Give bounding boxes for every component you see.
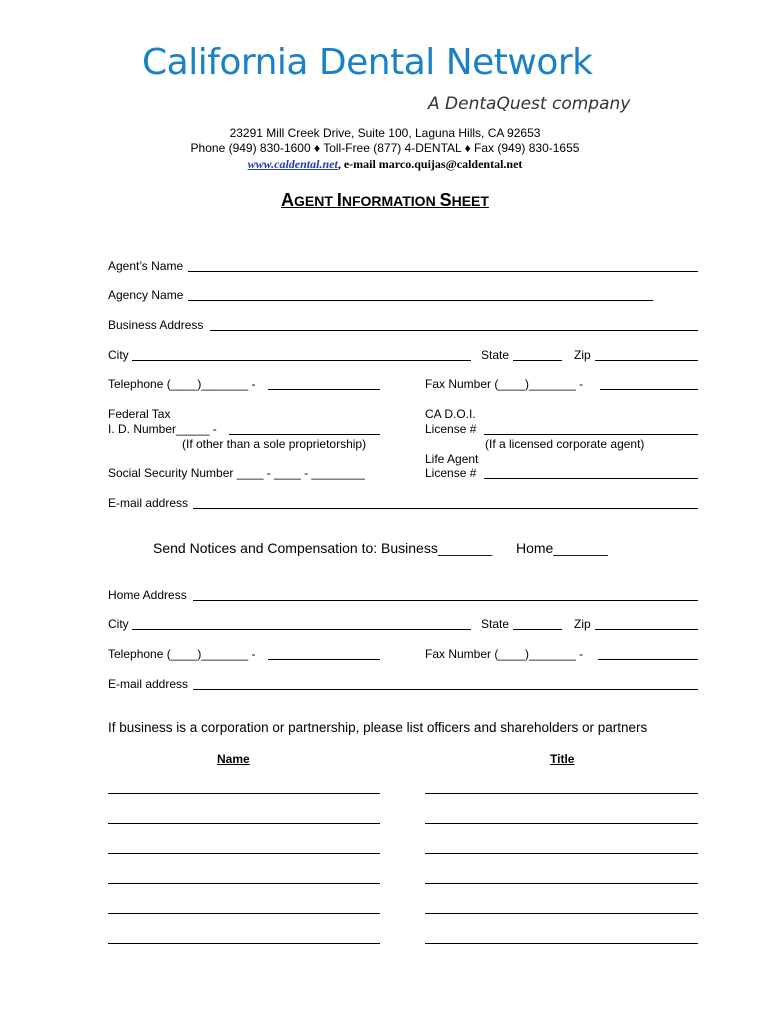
- officers-name-header: Name: [217, 752, 250, 766]
- home-email-label: E-mail address: [108, 677, 189, 691]
- home-telephone-field[interactable]: [268, 659, 380, 660]
- home-zip-label: Zip: [574, 617, 591, 631]
- federal-tax-label: Federal Tax: [108, 407, 171, 421]
- officer-name-line[interactable]: [108, 943, 380, 944]
- fax-field[interactable]: [600, 389, 698, 390]
- home-state-field[interactable]: [513, 629, 562, 630]
- id-note: (If other than a sole proprietorship): [182, 437, 367, 451]
- company-web-email: [0, 157, 770, 172]
- officer-title-line[interactable]: [425, 883, 698, 884]
- id-number-label: I. D. Number_____ -: [108, 422, 217, 436]
- business-address-field[interactable]: [210, 330, 698, 331]
- officer-title-line[interactable]: [425, 943, 698, 944]
- officer-name-line[interactable]: [108, 853, 380, 854]
- state-field[interactable]: [513, 360, 562, 361]
- home-email-field[interactable]: [193, 689, 698, 690]
- life-license-label: License #: [425, 466, 477, 480]
- officers-instruction: If business is a corporation or partnership, please list officers and shareholders or partners: [108, 720, 648, 735]
- city-field[interactable]: [132, 360, 471, 361]
- home-telephone-label: Telephone (____)_______ -: [108, 647, 256, 661]
- agent-name-label: Agent’s Name: [108, 259, 184, 273]
- cadoi-label: CA D.O.I.: [425, 407, 476, 421]
- notices-home: Home_______: [516, 540, 608, 556]
- fax-label: Fax Number (____)_______ -: [425, 377, 584, 391]
- officer-title-line[interactable]: [425, 913, 698, 914]
- officer-name-line[interactable]: [108, 883, 380, 884]
- company-phones: Phone (949) 830-1600 ♦ Toll-Free (877) 4-DENTAL ♦ Fax (949) 830-1655: [190, 141, 580, 155]
- life-agent-label: Life Agent: [425, 452, 479, 466]
- license-note: (If a licensed corporate agent): [485, 437, 645, 451]
- telephone-label: Telephone (____)_______ -: [108, 377, 256, 391]
- company-tagline: A DentaQuest company: [428, 94, 631, 114]
- company-logo: California Dental Network: [142, 42, 593, 83]
- officer-title-line[interactable]: [425, 853, 698, 854]
- home-address-field[interactable]: [193, 600, 698, 601]
- home-zip-field[interactable]: [595, 629, 698, 630]
- license-label: License #: [425, 422, 477, 436]
- agent-email-label: E-mail address: [108, 496, 189, 510]
- city-label: City: [108, 348, 129, 362]
- business-address-label: Business Address: [108, 318, 204, 332]
- email-text: , e-mail marco.quijas@caldental.net: [337, 157, 523, 171]
- license-field[interactable]: [484, 434, 698, 435]
- telephone-field[interactable]: [268, 389, 380, 390]
- zip-label: Zip: [574, 348, 591, 362]
- life-license-field[interactable]: [484, 478, 698, 479]
- company-address: 23291 Mill Creek Drive, Suite 100, Laguna Hills, CA 92653: [229, 126, 541, 140]
- agent-name-field[interactable]: [188, 271, 698, 272]
- zip-field[interactable]: [595, 360, 698, 361]
- officers-title-header: Title: [550, 752, 575, 766]
- ssn-label: Social Security Number ____ - ____ - ________: [108, 466, 365, 480]
- home-fax-label: Fax Number (____)_______ -: [425, 647, 584, 661]
- home-fax-field[interactable]: [598, 659, 698, 660]
- officer-title-line[interactable]: [425, 823, 698, 824]
- home-state-label: State: [481, 617, 510, 631]
- officer-name-line[interactable]: [108, 793, 380, 794]
- home-city-label: City: [108, 617, 129, 631]
- agency-name-field[interactable]: [188, 300, 653, 301]
- page-title: AGENT INFORMATION SHEET: [281, 190, 489, 210]
- id-number-field[interactable]: [229, 434, 380, 435]
- home-city-field[interactable]: [132, 629, 471, 630]
- officer-title-line[interactable]: [425, 793, 698, 794]
- agent-email-field[interactable]: [193, 508, 698, 509]
- website-link[interactable]: www.caldental.net: [247, 157, 338, 171]
- home-address-label: Home Address: [108, 588, 187, 602]
- officer-name-line[interactable]: [108, 823, 380, 824]
- officer-name-line[interactable]: [108, 913, 380, 914]
- state-label: State: [481, 348, 510, 362]
- agency-name-label: Agency Name: [108, 288, 184, 302]
- notices-business: Send Notices and Compensation to: Business_______: [153, 540, 493, 556]
